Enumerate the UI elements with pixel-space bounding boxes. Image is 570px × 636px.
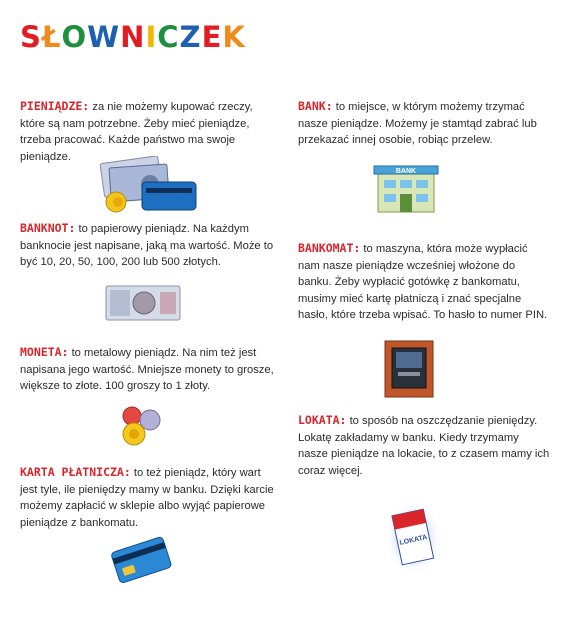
entry-pieniadze <box>20 98 278 165</box>
entry-term: BANK: <box>298 99 333 113</box>
entry-term: PIENIĄDZE: <box>20 99 90 113</box>
entry-text: to papierowy pieniądz. Na każdym banknocie jest napisane, jaką ma wartość. Może to być 10, 20, 50, 100, 200 lub 500 złotych. <box>20 223 274 268</box>
entry-term: BANKNOT: <box>20 221 76 235</box>
bank-building-icon <box>372 156 440 216</box>
title-letter: W <box>87 20 121 54</box>
entry-text: to metalowy pieniądz. Na nim też jest napisana jego wartość. Mniejsze monety to grosze, większe to złote. 100 groszy to 1 złoty. <box>20 347 274 392</box>
entry-term: KARTA PŁATNICZA: <box>20 465 131 479</box>
title-letter: Ł <box>41 20 62 54</box>
entry-lokata <box>298 412 550 479</box>
entry-karta-platnicza <box>20 464 278 531</box>
entry-bank <box>298 98 550 149</box>
entry-banknot <box>20 220 278 271</box>
coins-icon <box>114 404 166 446</box>
entry-term: LOKATA: <box>298 413 347 427</box>
title-letter: I <box>145 20 158 54</box>
entry-text: za nie możemy kupować rzeczy, które są nam potrzebne. Żeby mieć pieniądze, trzeba pracować. Każde państwo ma swoje pieniądze. <box>20 101 253 163</box>
entry-term: MONETA: <box>20 345 69 359</box>
atm-icon <box>384 340 434 398</box>
deposit-box-label: LOKATA <box>399 534 429 547</box>
title-letter: C <box>157 20 180 54</box>
payment-card-icon <box>108 534 174 584</box>
bank-sign-label: BANK <box>395 168 417 175</box>
entry-text: to miejsce, w którym możemy trzymać nasze pieniądze. Możemy je stamtąd zabrać lub przekazać innej osobie, robiąc przelew. <box>298 101 537 146</box>
entry-term: BANKOMAT: <box>298 241 361 255</box>
entry-bankomat <box>298 240 550 324</box>
title-letter: N <box>120 20 146 54</box>
title-letter: O <box>61 20 88 54</box>
money-icon <box>98 156 198 214</box>
entry-text: to sposób na oszczędzanie pieniędzy. Lokatę zakładamy w banku. Kiedy trzymamy nasze pieniądze na lokacie, to z czasem mamy ich coraz więcej. <box>298 415 550 477</box>
deposit-box-icon <box>384 498 442 576</box>
entry-text: to maszyna, która może wypłacić nam nasze pieniądze wcześniej włożone do banku. Żeby wypłacić gotówkę z bankomatu, musimy mieć kartę płatniczą i znać specjalne hasło, które trzeba wpisać. To hasło to numer PIN. <box>298 243 548 321</box>
page-title <box>20 20 246 54</box>
title-letter: Z <box>179 20 202 54</box>
banknote-icon <box>104 284 182 324</box>
entry-text: to też pieniądz, który wart jest tyle, ile pieniędzy mamy w banku. Dzięki karcie możemy zapłacić w sklepie albo wyjąć papierowe pieniądze z bankomatu. <box>20 467 274 529</box>
title-letter: E <box>201 20 223 54</box>
title-letter: K <box>222 20 246 54</box>
title-letter: S <box>20 20 42 54</box>
entry-moneta <box>20 344 278 395</box>
